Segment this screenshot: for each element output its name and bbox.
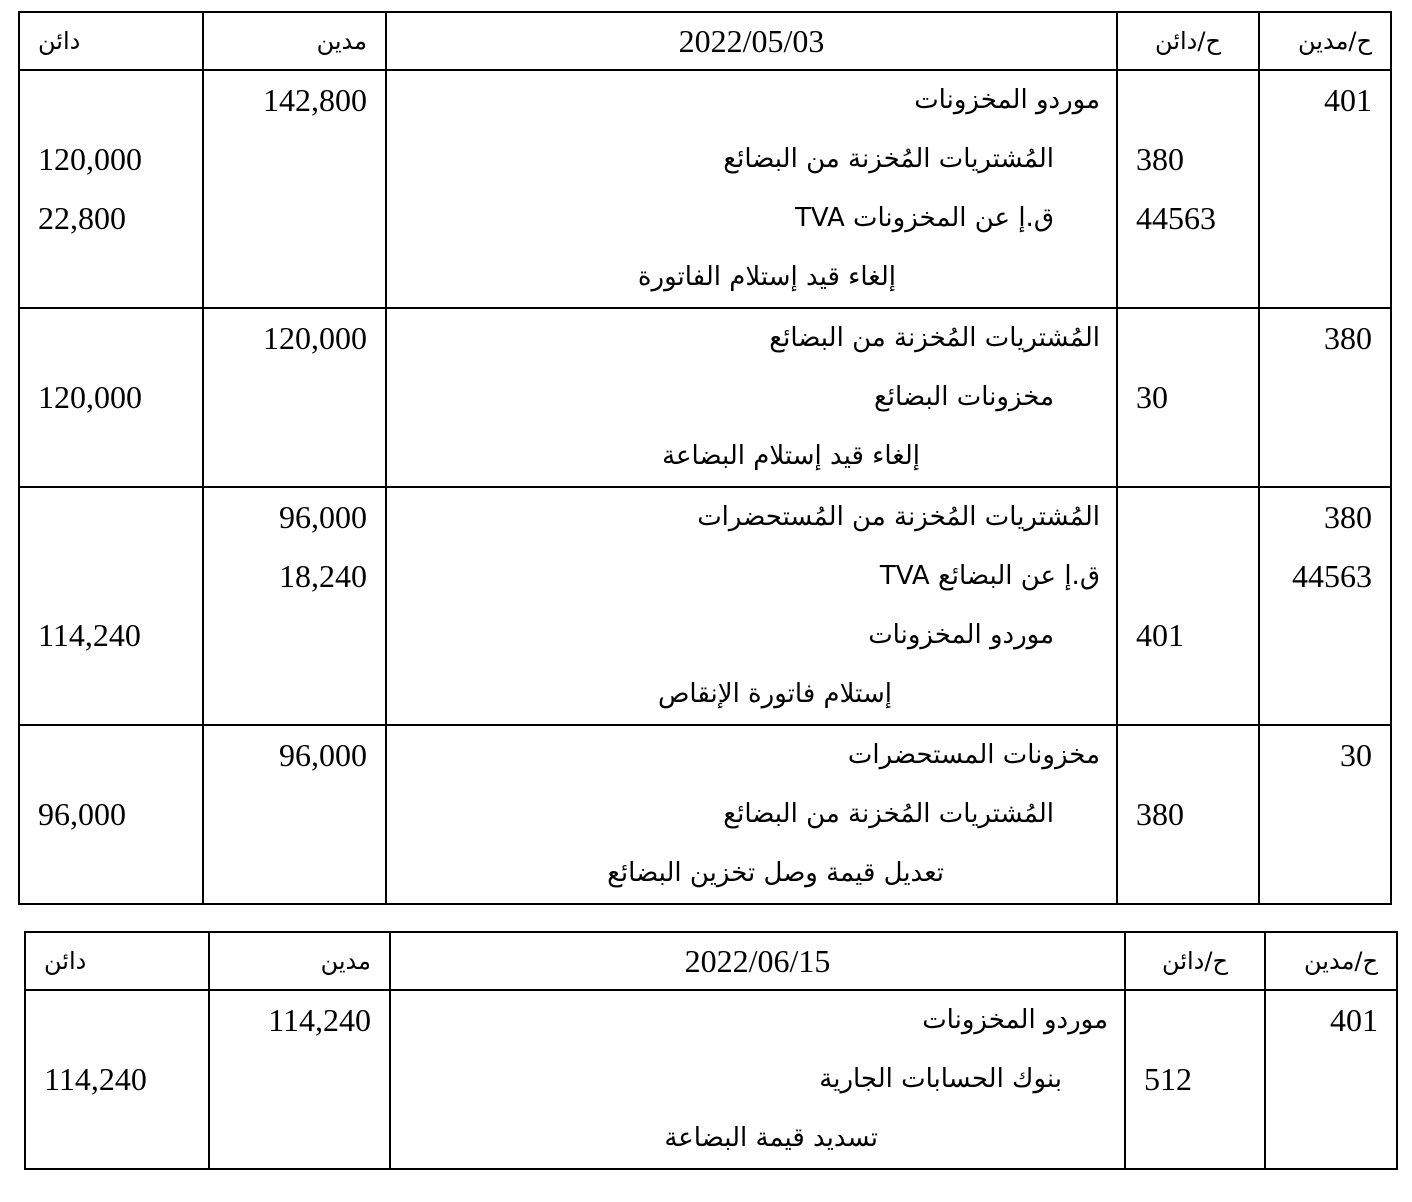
- debit-account: 30: [1340, 737, 1372, 773]
- credit-account: [1118, 665, 1258, 724]
- journal-date: 2022/05/03: [678, 23, 825, 59]
- debit-amount: [204, 606, 385, 665]
- debit-amount: 96,000: [279, 737, 367, 773]
- credit-account: 30: [1136, 379, 1168, 415]
- debit-amount: [204, 248, 385, 307]
- credit-account: [1118, 547, 1258, 606]
- credit-account: [1118, 248, 1258, 307]
- credit-account: 401: [1136, 617, 1184, 653]
- credit-amount: 120,000: [38, 379, 142, 415]
- credit-amount: [20, 488, 202, 547]
- debit-account: [1260, 606, 1390, 665]
- debit-amount: [210, 1109, 389, 1168]
- debit-account-column-header: ح/مدين: [1298, 27, 1372, 55]
- entry-description: المُشتريات المُخزنة من البضائع: [723, 799, 1054, 829]
- credit-account: 512: [1144, 1061, 1192, 1097]
- credit-account: [1118, 309, 1258, 368]
- debit-amount: 18,240: [279, 558, 367, 594]
- debit-account: [1260, 665, 1390, 724]
- debit-account: 44563: [1292, 558, 1372, 594]
- credit-account: [1126, 1109, 1264, 1168]
- journal-header-row: [25, 932, 1397, 990]
- debit-account: [1260, 427, 1390, 486]
- debit-account: [1260, 248, 1390, 307]
- debit-amount: 142,800: [263, 82, 367, 118]
- entry-description: مخزونات المستحضرات: [847, 740, 1100, 770]
- entry-description: المُشتريات المُخزنة من البضائع: [769, 323, 1100, 353]
- debit-account: [1260, 785, 1390, 844]
- debit-amount: [204, 427, 385, 486]
- debit-amount: 120,000: [263, 320, 367, 356]
- debit-amount: 96,000: [279, 499, 367, 535]
- entry-narration: إستلام فاتورة الإنقاص: [658, 679, 892, 709]
- debit-amount: [204, 665, 385, 724]
- credit-account: 380: [1136, 141, 1184, 177]
- debit-account: [1260, 368, 1390, 427]
- entry-description: بنوك الحسابات الجارية: [819, 1064, 1062, 1094]
- debit-account: 401: [1324, 82, 1372, 118]
- debit-account: 380: [1324, 320, 1372, 356]
- credit-account: 44563: [1136, 200, 1216, 236]
- credit-account: [1118, 726, 1258, 785]
- debit-account: [1266, 1050, 1396, 1109]
- entry-description: TVA ق.إ عن البضائع: [879, 561, 1100, 591]
- credit-account-column-header: ح/دائن: [1155, 27, 1221, 55]
- entry-description: المُشتريات المُخزنة من المُستحضرات: [697, 502, 1100, 532]
- credit-account: [1118, 844, 1258, 903]
- debit-amount: 114,240: [268, 1002, 371, 1038]
- credit-account: [1118, 71, 1258, 130]
- credit-amount: [20, 547, 202, 606]
- journal-entry: [19, 725, 1391, 904]
- debit-account: [1266, 1109, 1396, 1168]
- journal-table-2022-05-03: [18, 11, 1392, 905]
- debit-column-header: مدين: [320, 947, 371, 975]
- entry-narration: إلغاء قيد إستلام الفاتورة: [637, 262, 896, 292]
- credit-amount: [20, 665, 202, 724]
- credit-amount: 96,000: [38, 796, 126, 832]
- credit-account: [1118, 488, 1258, 547]
- journal-entry: [19, 70, 1391, 308]
- entry-narration: تسديد قيمة البضاعة: [664, 1123, 878, 1153]
- credit-account-column-header: ح/دائن: [1162, 947, 1228, 975]
- credit-amount: [20, 309, 202, 368]
- journal-date: 2022/06/15: [684, 943, 831, 979]
- entry-narration: إلغاء قيد إستلام البضاعة: [662, 441, 920, 471]
- debit-account: [1260, 130, 1390, 189]
- credit-amount: [26, 991, 208, 1050]
- journal-entry: [25, 990, 1397, 1169]
- credit-amount: [20, 248, 202, 307]
- debit-column-header: مدين: [316, 27, 367, 55]
- entry-description: موردو المخزونات: [914, 85, 1100, 115]
- debit-amount: [204, 844, 385, 903]
- credit-column-header: دائن: [44, 947, 87, 975]
- debit-amount: [210, 1050, 389, 1109]
- entry-narration: تعديل قيمة وصل تخزين البضائع: [607, 858, 944, 888]
- entry-description: المُشتريات المُخزنة من البضائع: [723, 144, 1054, 174]
- credit-amount: [26, 1109, 208, 1168]
- debit-account: [1260, 844, 1390, 903]
- credit-amount: 114,240: [38, 617, 141, 653]
- journal-entry: [19, 487, 1391, 725]
- journal-header-row: [19, 12, 1391, 70]
- credit-account: 380: [1136, 796, 1184, 832]
- entry-description: موردو المخزونات: [868, 620, 1054, 650]
- debit-account: 380: [1324, 499, 1372, 535]
- credit-account: [1118, 427, 1258, 486]
- journal-entry: [19, 308, 1391, 487]
- credit-amount: [20, 71, 202, 130]
- debit-amount: [204, 368, 385, 427]
- credit-amount: [20, 427, 202, 486]
- debit-account-column-header: ح/مدين: [1304, 947, 1378, 975]
- debit-amount: [204, 785, 385, 844]
- credit-amount: 22,800: [38, 200, 126, 236]
- credit-amount: [20, 726, 202, 785]
- journal-table-2022-06-15: [24, 931, 1398, 1170]
- debit-account: [1260, 189, 1390, 248]
- credit-amount: 120,000: [38, 141, 142, 177]
- debit-amount: [204, 189, 385, 248]
- debit-amount: [204, 130, 385, 189]
- entry-description: مخزونات البضائع: [873, 382, 1054, 412]
- entry-description: TVA ق.إ عن المخزونات: [794, 203, 1054, 233]
- credit-account: [1126, 991, 1264, 1050]
- credit-column-header: دائن: [38, 27, 81, 55]
- credit-amount: [20, 844, 202, 903]
- credit-amount: 114,240: [44, 1061, 147, 1097]
- entry-description: موردو المخزونات: [922, 1005, 1108, 1035]
- debit-account: 401: [1330, 1002, 1378, 1038]
